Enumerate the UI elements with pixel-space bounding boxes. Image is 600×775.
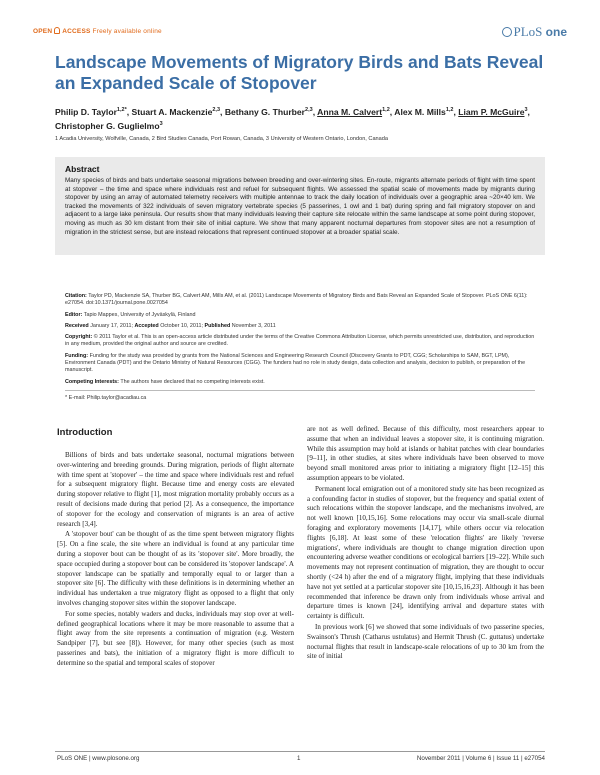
plos-logo-icon xyxy=(502,27,512,37)
editor-text: Tapio Mappes, University of Jyväskylä, Finland xyxy=(83,311,196,318)
copyright-label: Copyright: xyxy=(65,334,93,341)
editor-label: Editor: xyxy=(65,311,83,318)
competing-label: Competing Interests: xyxy=(65,378,119,385)
author-affiliation-marker: 2,3 xyxy=(212,107,221,113)
open-access-badge[interactable] xyxy=(33,27,162,35)
oa-access-label: ACCESS xyxy=(62,28,91,35)
author-name[interactable]: Anna M. Calvert xyxy=(317,106,383,117)
competing-interests-line xyxy=(65,379,535,386)
abstract-heading: Abstract xyxy=(65,164,100,174)
body-paragraph: Permanent local emigration out of a monitored study site has been recognized as a confounding factor in studies of stopover, but the frequency and spatial extent of such relocations within the stopover landscape, and the mechanisms involved, are not well known [10,15,16]. Some relocations may occur via small-scale diurnal foraging and exploratory movements [14,17], while others occur via relocation flights [6,18]. At least some of these 'relocation flights' are likely 'reverse migrations', where individuals are thought to change migration direction upon encountering adverse weather conditions or ecological barriers [19–22]. While such movements may not represent continuation of migration, they are thought to occur shortly (<24 h) after the end of a migratory flight, implying that these individuals have not yet settled at a particular stopover site [10,15,16,23]. Although it has been recommended that inference be drawn only from individuals whose arrival and departure times is known [24], identifying arrival and departure states with certainty is difficult. xyxy=(307,484,544,621)
received-date: January 17, 2011; xyxy=(90,322,133,329)
author-affiliation-marker: 3 xyxy=(524,107,528,113)
copyright-text: © 2011 Taylor et al. This is an open-access article distributed under the terms of the Creative Commons Attribution License, which permits unrestricted use, distribution, and reproduction in any medium, provided the original author and source are credited. xyxy=(65,334,535,348)
oa-open-label: OPEN xyxy=(33,28,53,35)
body-column-left xyxy=(57,451,294,670)
citation-line xyxy=(65,293,535,308)
author-affiliation-marker: 1,2 xyxy=(445,107,454,113)
email-line[interactable]: * E-mail: Philip.taylor@acadiau.ca xyxy=(65,394,147,401)
author-list: Philip D. Taylor$^{1,2*}$, Stuart A. Mackenzie$^{2,3}$, Bethany G. Thurber$^{2,3}$, Anna M. Calvert$^{1,2}$, Alex M. Mills$^{1,2}$, Liam P. McGuire$^3$, Christopher G. Guglielmo$^3$ xyxy=(55,106,530,132)
author-affiliation-marker: 3 xyxy=(159,121,163,128)
body-column-right xyxy=(307,425,544,663)
accepted-label: Accepted xyxy=(134,322,159,329)
author-affiliation-marker: 1,2* xyxy=(116,107,127,113)
funding-text: Funding for the study was provided by grants from the National Sciences and Engineering Research Council (Discovery Grants to PDT, CGG; Scholarships to SAM, BGT, LPM), Environment Canada (PDT) and the Ontario Ministry of Natural Resources (CGG). The funders had no role in study design, data collection and analysis, decision to publish, or preparation of the manuscript. xyxy=(65,352,526,374)
body-paragraph: For some species, notably waders and ducks, individuals may stop over at well-defined geographical locations where it may be more reasonable to assume that a flight away from the site represents a continuation of migration (e.g. Western Sandpiper [7], but see [8]). However, for many other species (such as most passerines and bats), the initiation of a migratory flight is more difficult to determine so the spatial and temporal scales of stopover xyxy=(57,609,294,667)
abstract-box xyxy=(55,157,545,255)
author-name[interactable]: Bethany G. Thurber xyxy=(224,106,306,117)
freely-available-label: Freely available online xyxy=(92,28,162,35)
citation-label: Citation: xyxy=(65,293,87,299)
author-name[interactable]: Christopher G. Guglielmo xyxy=(55,121,160,132)
published-label: Published xyxy=(204,322,231,329)
funding-label: Funding: xyxy=(65,352,89,359)
received-label: Received xyxy=(65,322,89,329)
body-paragraph: are not as well defined. Because of this difficulty, most researchers appear to assume that when an individual leaves a stopover site, it is continuing migration. While this assumption may hold at islands or habitat patches with clear boundaries [9–11], in other studies, at sites where individuals have been observed to move beyond small monitored areas prior to initiating a migratory flight [12–15] this assumption appears to be violated. xyxy=(307,425,544,482)
body-paragraph: In previous work [6] we showed that some individuals of two passerine species, Swainson's Thrush (Catharus ustulatus) and Hermit Thrush (C. guttatus) undertake nocturnal flights that result in landscape-scale relocations of up to 30 km from the site of initial xyxy=(307,622,544,661)
body-paragraph: A 'stopover bout' can be thought of as the time spent between migratory flights [5]. On a fine scale, the site where an individual is found at any particular time during a stopover bout can be thought of as its 'stopover site'. More broadly, the space occupied during a stopover bout can be considered its 'stopover landscape'. A stopover landscape can be spatially and temporally equal to or larger than a stopover site [6]. The difficulty with these definitions is in determining whether an individual has undertaken a true migratory flight as opposed to a flight that only involves changing stopover sites within the stopover landscape. xyxy=(57,530,294,607)
author-name[interactable]: Stuart A. Mackenzie xyxy=(131,106,213,117)
author-name[interactable]: Liam P. McGuire xyxy=(458,106,525,117)
divider xyxy=(65,390,535,391)
page-footer xyxy=(55,751,545,767)
footer-journal[interactable]: PLoS ONE | www.plosone.org xyxy=(57,755,140,762)
introduction-heading: Introduction xyxy=(57,427,113,438)
affiliations: 1 Acadia University, Wolfville, Canada, 2 Bird Studies Canada, Port Rowan, Canada, 3 University of Western Ontario, London, Canada xyxy=(55,136,389,142)
body-paragraph: Billions of birds and bats undertake seasonal, nocturnal migrations between over-wintering and breeding grounds. During migration, periods of flight alternate with time spent at 'stopover' – the time and space where individuals rest and refuel for a subsequent migratory flight. Because time and energy costs are elevated during stopover relative to flight [1], most migration mortality probably occurs as a result of decisions made during that period [2]. As a consequence, the importance of stopover for the ecology and conservation of migrants is an area of active research [3,4]. xyxy=(57,451,294,528)
journal-header xyxy=(33,24,567,42)
funding-line xyxy=(65,353,535,375)
page-number: 1 xyxy=(297,755,301,762)
citation-text: Taylor PD, Mackenzie SA, Thurber BG, Calvert AM, Mills AM, et al. (2011) Landscape Movements of Migratory Birds and Bats Reveal an Expanded Scale of Stopover. PLoS ONE 6(11): e27054. doi:10.1371/journal.pone.0027054 xyxy=(65,293,528,307)
plos-one-logo[interactable] xyxy=(502,24,568,40)
author-affiliation-marker: 2,3 xyxy=(305,107,313,113)
article-metadata xyxy=(65,293,535,406)
footer-issue: November 2011 | Volume 6 | Issue 11 | e27054 xyxy=(416,755,545,762)
author-affiliation-marker: 1,2 xyxy=(382,107,390,113)
article-title: Landscape Movements of Migratory Birds and Bats Reveal an Expanded Scale of Stopover xyxy=(55,52,544,93)
copyright-line xyxy=(65,334,535,349)
abstract-text: Many species of birds and bats undertake seasonal migrations between breeding and over-wintering sites. En-route, migrants alternate periods of flight with time spent at stopover – the time and space where individuals rest and refuel for subsequent flights. We assessed the spatial scale of movements made by migrants during stopover by using an array of automated telemetry receivers with multiple antennae to track the daily location of individuals over a geographic area ~20×40 km. We tracked the movements of 322 individuals of seven migratory vertebrate species (5 passerines, 1 owl and 1 bat) during spring and fall migratory stopover on and adjacent to a large lake peninsula. Our results show that many individuals leaving their capture site relocate within the same landscape at some point during stopover, moving as much as 30 km distant from their site of initial capture. We show that many apparent nocturnal departures from stopover sites are not a resumption of migration in the strictest sense, but are instead relocations that represent continued stopover at a broader spatial scale. xyxy=(65,177,535,236)
logo-one-text: one xyxy=(545,25,567,39)
editor-line xyxy=(65,312,535,319)
competing-text: The authors have declared that no competing interests exist. xyxy=(120,378,265,385)
open-lock-icon xyxy=(54,27,60,34)
dates-line xyxy=(65,323,535,330)
author-name[interactable]: Philip D. Taylor xyxy=(55,106,117,117)
accepted-date: October 10, 2011; xyxy=(160,322,203,329)
published-date: November 3, 2011 xyxy=(231,322,276,329)
logo-plos-text: PLoS xyxy=(513,24,543,39)
author-name[interactable]: Alex M. Mills xyxy=(394,106,446,117)
